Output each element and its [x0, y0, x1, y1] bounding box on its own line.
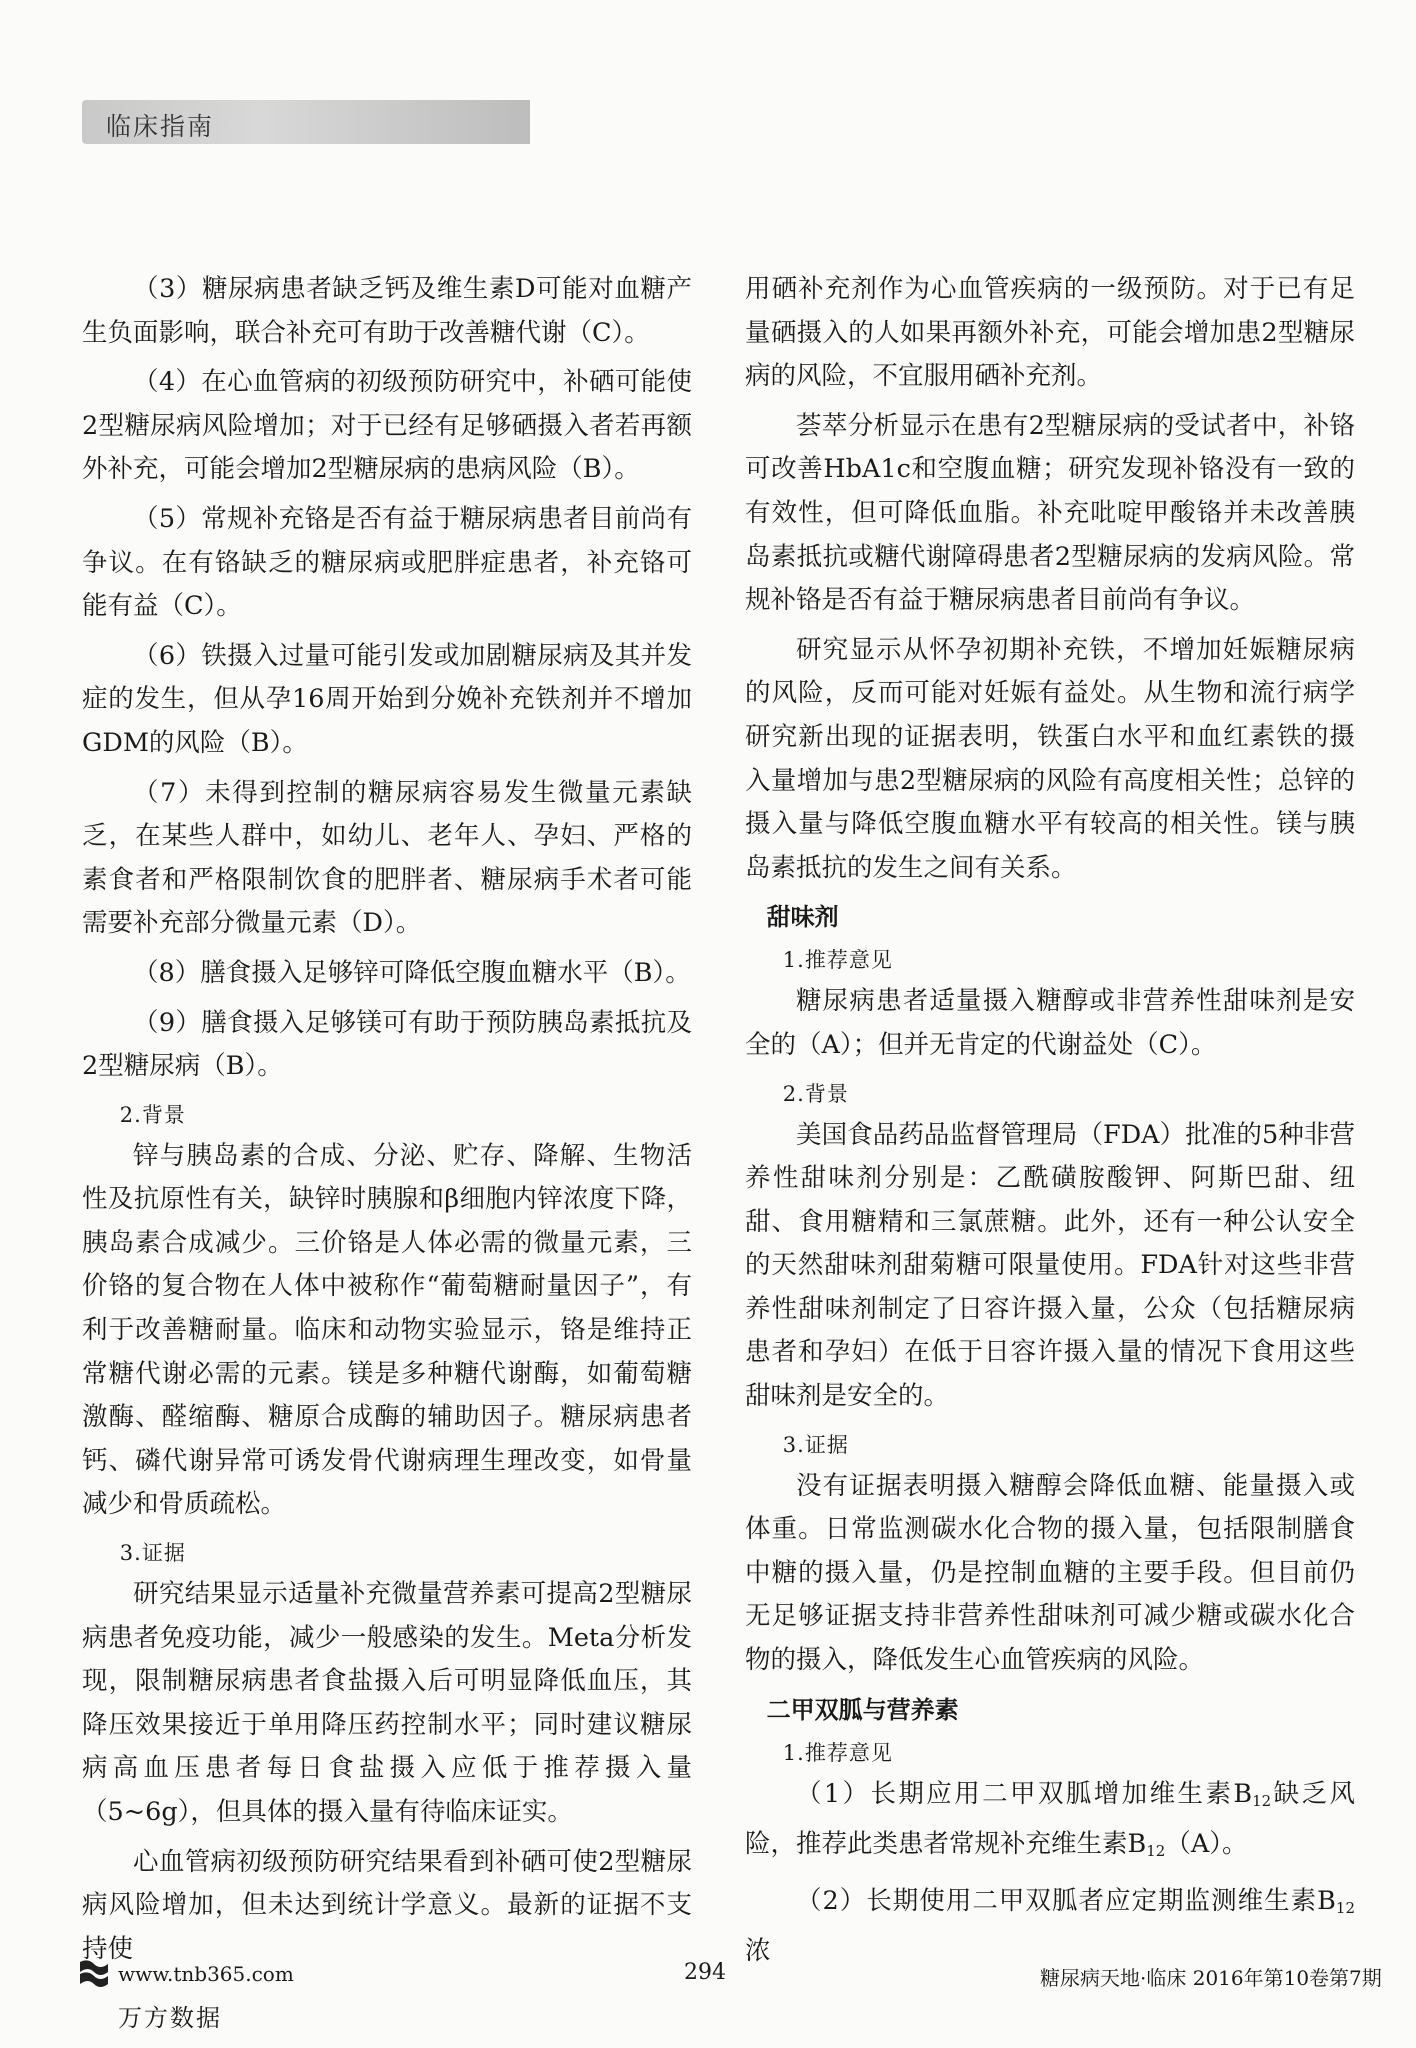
subheading-background: 2.背景: [119, 1102, 186, 1127]
subheading-recommendation: 1.推荐意见: [782, 948, 893, 973]
right-column: [745, 268, 1355, 1980]
footer-url: www.tnb365.com: [118, 1962, 294, 1986]
section-label: 临床指南: [106, 112, 215, 141]
paragraph: 没有证据表明摄入糖醇会降低血糖、能量摄入或体重。日常监测碳水化合物的摄入量，包括限制膳食中糖的摄入量，仍是控制血糖的主要手段。但目前仍无足够证据支持非营养性甜味剂可减少糖或碳水化合物的摄入，降低发生心血管疾病的风险。: [745, 1470, 1355, 1676]
paragraph-metformin-1: [745, 1773, 1355, 1874]
paragraph: 美国食品药品监督管理局（FDA）批准的5种非营养性甜味剂分别是：乙酰磺胺酸钾、阿斯巴甜、纽甜、食用糖精和三氯蔗糖。此外，还有一种公认安全的天然甜味剂甜菊糖可限量使用。FDA针对这些非营养性甜味剂制定了日容许摄入量，公众（包括糖尿病患者和孕妇）在低于日容许摄入量的情况下食用这些甜味剂是安全的。: [745, 1119, 1355, 1412]
text-run: （A）。: [1165, 1829, 1248, 1860]
section-heading-metformin: 二甲双胍与营养素: [766, 1695, 959, 1724]
watermark-text: 万方数据: [118, 2004, 222, 2032]
paragraph: （3）糖尿病患者缺乏钙及维生素D可能对血糖产生负面影响，联合补充可有助于改善糖代谢（C）。: [82, 274, 692, 348]
paragraph: （9）膳食摄入足够镁可有助于预防胰岛素抵抗及2型糖尿病（B）。: [82, 1007, 692, 1082]
paragraph: （4）在心血管病的初级预防研究中，补硒可能使2型糖尿病风险增加；对于已经有足够硒摄入者若再额外补充，可能会增加2型糖尿病的患病风险（B）。: [82, 367, 692, 485]
paragraph: 心血管病初级预防研究结果看到补硒可使2型糖尿病风险增加，但未达到统计学意义。最新的证据不支持使: [82, 1846, 692, 1964]
subheading-background: 2.背景: [782, 1081, 849, 1106]
page-number: 294: [684, 1960, 726, 1985]
text-run: （1）长期应用二甲双胍增加维生素B: [796, 1778, 1253, 1809]
paragraph: （6）铁摄入过量可能引发或加剧糖尿病及其并发症的发生，但从孕16周开始到分娩补充铁剂并不增加GDM的风险（B）。: [82, 640, 692, 758]
text-run: （2）长期使用二甲双胍者应定期监测维生素B: [796, 1885, 1336, 1916]
left-column: [82, 268, 692, 1977]
subheading-evidence: 3.证据: [782, 1432, 849, 1457]
subheading-evidence: 3.证据: [119, 1541, 186, 1566]
subscript: 12: [1335, 1898, 1355, 1917]
paragraph: （5）常规补充铬是否有益于糖尿病患者目前尚有争议。在有铬缺乏的糖尿病或肥胖症患者，补充铬可能有益（C）。: [82, 503, 692, 622]
text-run: 浓: [745, 1936, 771, 1967]
subscript: 12: [1252, 1791, 1272, 1810]
paragraph: 糖尿病患者适量摄入糖醇或非营养性甜味剂是安全的（A）；但并无肯定的代谢益处（C）。: [745, 986, 1355, 1060]
journal-citation: 糖尿病天地·临床 2016年第10卷第7期: [1040, 1966, 1382, 1990]
paragraph: （7）未得到控制的糖尿病容易发生微量元素缺乏，在某些人群中，如幼儿、老年人、孕妇、严格的素食者和严格限制饮食的肥胖者、糖尿病手术者可能需要补充部分微量元素（D）。: [82, 777, 692, 939]
paragraph-metformin-2: [745, 1880, 1355, 1974]
text-run: 缺乏风险，推荐此类患者常规补充维生素B: [745, 1778, 1355, 1860]
section-heading-sweetener: 甜味剂: [766, 903, 839, 932]
paragraph: 锌与胰岛素的合成、分泌、贮存、降解、生物活性及抗原性有关，缺锌时胰腺和β细胞内锌浓度下降，胰岛素合成减少。三价铬是人体必需的微量元素，三价铬的复合物在人体中被称作“葡萄糖耐量因子”，有利于改善糖耐量。临床和动物实验显示，铬是维持正常糖代谢必需的元素。镁是多种糖代谢酶，如葡萄糖激酶、醛缩酶、糖原合成酶的辅助因子。糖尿病患者钙、磷代谢异常可诱发骨代谢病理生理改变，如骨量减少和骨质疏松。: [82, 1140, 692, 1520]
section-header-tab: [82, 100, 530, 144]
subheading-recommendation: 1.推荐意见: [782, 1740, 893, 1765]
paragraph: 用硒补充剂作为心血管疾病的一级预防。对于已有足量硒摄入的人如果再额外补充，可能会增加患2型糖尿病的风险，不宜服用硒补充剂。: [745, 274, 1355, 392]
paragraph: （8）膳食摄入足够锌可降低空腹血糖水平（B）。: [133, 957, 691, 988]
journal-logo-icon: [78, 1956, 112, 1990]
paragraph: 研究结果显示适量补充微量营养素可提高2型糖尿病患者免疫功能，减少一般感染的发生。Meta分析发现，限制糖尿病患者食盐摄入后可明显降低血压，其降压效果接近于单用降压药控制水平；同时建议糖尿病高血压患者每日食盐摄入应低于推荐摄入量（5~6g），但具体的摄入量有待临床证实。: [82, 1579, 692, 1827]
paragraph: 研究显示从怀孕初期补充铁，不增加妊娠糖尿病的风险，反而可能对妊娠有益处。从生物和流行病学研究新出现的证据表明，铁蛋白水平和血红素铁的摄入量增加与患2型糖尿病的风险有高度相关性；总锌的摄入量与降低空腹血糖水平有较高的相关性。镁与胰岛素抵抗的发生之间有关系。: [745, 634, 1355, 883]
paragraph: 荟萃分析显示在患有2型糖尿病的受试者中，补铬可改善HbA1c和空腹血糖；研究发现补铬没有一致的有效性，但可降低血脂。补充吡啶甲酸铬并未改善胰岛素抵抗或糖代谢障碍患者2型糖尿病的发病风险。常规补铬是否有益于糖尿病患者目前尚有争议。: [745, 410, 1355, 616]
subscript: 12: [1146, 1842, 1166, 1861]
